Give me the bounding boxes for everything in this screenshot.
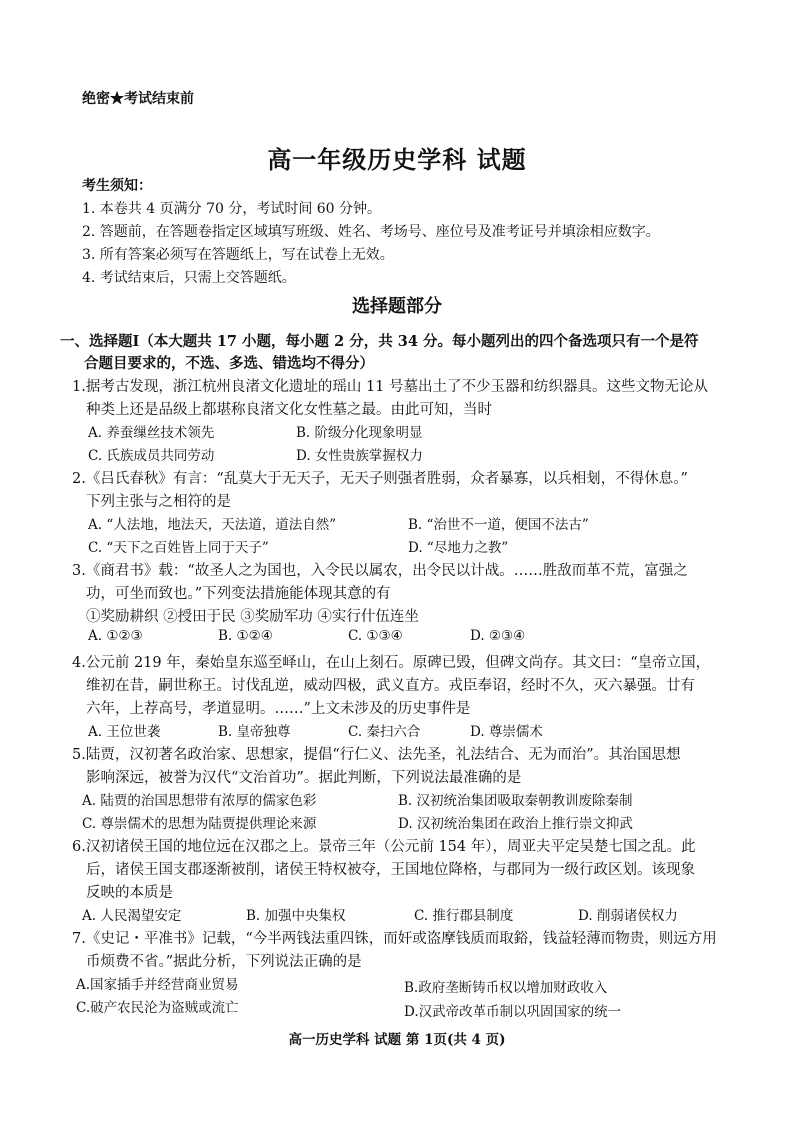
part-instructions: 一、选择题Ⅰ（本大题共 17 小题，每小题 2 分，共 34 分。每小题列出的四个备选项只有一个是符 xyxy=(60,333,699,350)
question-7-line: 币烦费不省。”据此分析，下列说法正确的是 xyxy=(86,954,362,970)
option: D. 尊崇儒术 xyxy=(470,724,543,740)
question-6: 6.汉初诸侯王国的地位远在汉郡之上。景帝三年（公元前 154 年），周亚夫平定吴楚七国之乱。此 xyxy=(72,839,696,855)
notice-item: 1. 本卷共 4 页满分 70 分，考试时间 60 分钟。 xyxy=(82,201,382,217)
option: D. 女性贵族掌握权力 xyxy=(296,448,423,464)
option: A. ①②③ xyxy=(88,628,143,644)
section-title: 选择题部分 xyxy=(352,296,442,317)
notice-item: 4. 考试结束后，只需上交答题纸。 xyxy=(82,270,296,286)
notice-heading: 考生须知： xyxy=(82,178,152,194)
question-5-line: 影响深远，被誉为汉代“文治首功”。据此判断，下列说法最准确的是 xyxy=(86,770,522,786)
question-4-line: 六年，上荐高号，孝道显明。……”上文未涉及的历史事件是 xyxy=(86,701,471,717)
option: B. ①②④ xyxy=(218,628,273,644)
question-6-line: 反映的本质是 xyxy=(86,885,173,901)
page-footer: 高一历史学科 试题 第 1页(共 4 页) xyxy=(288,1032,506,1048)
option: D.汉武帝改革币制以巩固国家的统一 xyxy=(404,1004,622,1020)
option: A. 人民渴望安定 xyxy=(82,908,182,924)
option: B. 汉初统治集团吸取秦朝教训废除秦制 xyxy=(398,793,633,809)
question-3-line: 功，可坐而致也。”下列变法措施能体现其意的有 xyxy=(86,586,391,602)
option: B. “治世不一道，便国不法古” xyxy=(408,517,589,533)
question-5: 5.陆贾，汉初著名政治家、思想家，提倡“行仁义、法先圣，礼法结合、无为而治”。其治国思想 xyxy=(72,747,681,763)
question-4-line: 维初在昔，嗣世称王。讨伐乱逆，威动四极，武义直方。戎臣奉诏，经时不久，灭六暴强。廿有 xyxy=(86,678,695,694)
question-2-line: 下列主张与之相符的是 xyxy=(86,494,231,510)
question-4: 4.公元前 219 年，秦始皇东巡至峄山，在山上刻石。原碑已毁，但碑文尚存。其文曰：“皇帝立国， xyxy=(72,655,711,671)
option: C. 尊崇儒术的思想为陆贾提供理论来源 xyxy=(82,816,317,832)
part-instructions-continued: 合题目要求的，不选、多选、错选均不得分） xyxy=(84,355,374,372)
question-6-line: 后，诸侯王国支郡逐渐被削，诸侯王特权被夺，王国地位降格，与郡同为一级行政区划。该现象 xyxy=(86,862,695,878)
option: C. 氏族成员共同劳动 xyxy=(88,448,215,464)
option: A. 王位世袭 xyxy=(88,724,161,740)
option: D. ②③④ xyxy=(470,628,526,644)
question-7: 7.《史记・平准书》记载，“今半两钱法重四铢，而奸或盗摩钱质而取鋊，钱益轻薄而物贵，则远方用 xyxy=(72,931,717,947)
option: B.政府垄断铸币权以增加财政收入 xyxy=(404,980,608,996)
option: D. 削弱诸侯权力 xyxy=(578,908,678,924)
notice-item: 2. 答题前，在答题卷指定区域填写班级、姓名、考场号、座位号及准考证号并填涂相应数字。 xyxy=(82,224,660,240)
option: D. “尽地力之教” xyxy=(408,540,509,556)
question-1: 1.据考古发现，浙江杭州良渚文化遗址的瑶山 11 号墓出土了不少玉器和纺织器具。这些文物无论从 xyxy=(72,379,708,395)
option: C. “天下之百姓皆上同于天子” xyxy=(88,540,269,556)
option: A. 养蚕缫丝技术领先 xyxy=(88,425,215,441)
option: A.国家插手并经营商业贸易 xyxy=(76,977,239,993)
question-1-line: 种类上还是品级上都堪称良渚文化女性墓之最。由此可知，当时 xyxy=(86,402,492,418)
question-3-line: ①奖励耕织 ②授田于民 ③奖励军功 ④实行什伍连坐 xyxy=(86,609,419,625)
notice-item: 3. 所有答案必须写在答题纸上，写在试卷上无效。 xyxy=(82,247,394,263)
confidential-label: 绝密★考试结束前 xyxy=(82,91,194,107)
option: B. 加强中央集权 xyxy=(246,908,346,924)
question-2: 2.《吕氏春秋》有言：“乱莫大于无天子，无天子则强者胜弱，众者暴寡，以兵相刬，不得休息。” xyxy=(72,471,688,487)
question-3: 3.《商君书》载：“故圣人之为国也，入令民以属农，出令民以计战。……胜敌而革不荒，富强之 xyxy=(72,563,688,579)
option: B. 阶级分化现象明显 xyxy=(296,425,423,441)
page-title: 高一年级历史学科 试题 xyxy=(267,145,527,174)
option: C. 秦扫六合 xyxy=(348,724,421,740)
option: A. “人法地，地法天，天法道，道法自然” xyxy=(88,517,337,533)
option: A. 陆贾的治国思想带有浓厚的儒家色彩 xyxy=(82,793,317,809)
option: B. 皇帝独尊 xyxy=(218,724,291,740)
option: C. 推行郡县制度 xyxy=(414,908,514,924)
option: D. 汉初统治集团在政治上推行崇文抑武 xyxy=(398,816,633,832)
option: C. ①③④ xyxy=(348,628,403,644)
option: C.破产农民沦为盗贼或流亡 xyxy=(76,1000,239,1016)
